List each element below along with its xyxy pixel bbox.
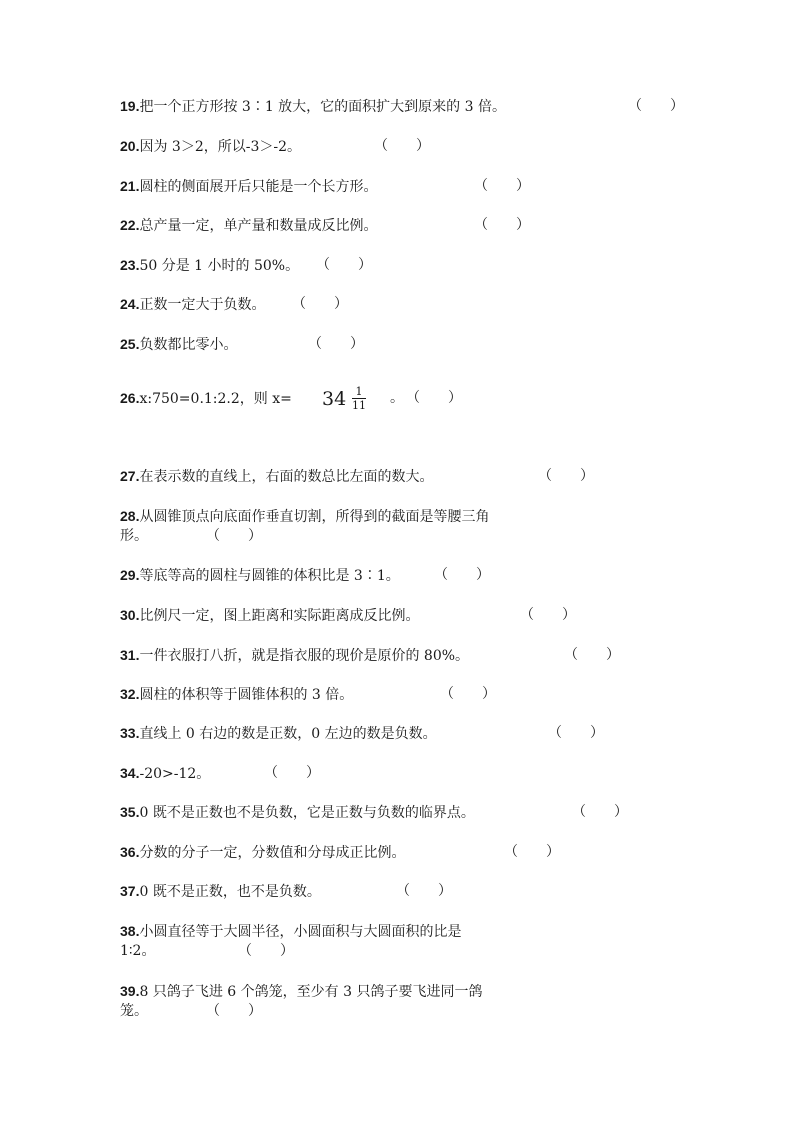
question-text: 总产量一定，单产量和数量成反比例。 (139, 218, 378, 234)
answer-parentheses[interactable]: （ ） (628, 98, 684, 114)
question-32 (120, 684, 510, 705)
question-text: 负数都比零小。 (139, 337, 238, 353)
question-text: -20>-12。 (139, 766, 211, 782)
answer-parentheses[interactable]: （ ） (396, 883, 452, 899)
question-28 (120, 506, 560, 527)
question-number: 35. (120, 804, 140, 820)
question-text: 比例尺一定，图上距离和实际距离成反比例。 (139, 608, 420, 624)
question-number: 39. (120, 983, 140, 999)
question-number: 31. (120, 647, 140, 663)
question-number: 24. (120, 296, 140, 312)
question-text: 分数的分子一定，分数值和分母成正比例。 (139, 845, 406, 861)
question-text: 50 分是 1 小时的 50%。 (139, 258, 300, 274)
question-text: 0 既不是正数也不是负数，它是正数与负数的临界点。 (139, 805, 475, 821)
answer-parentheses[interactable]: （ ） (520, 607, 576, 623)
question-35 (120, 802, 650, 823)
answer-parentheses[interactable]: （ ） (504, 844, 560, 860)
question-31 (120, 645, 630, 666)
question-29 (120, 565, 520, 586)
answer-parentheses[interactable]: （ ） (206, 528, 262, 544)
question-text: 圆柱的体积等于圆锥体积的 3 倍。 (139, 687, 354, 703)
fraction-numerator: 1 (352, 385, 366, 399)
answer-parentheses[interactable]: （ ） (406, 390, 462, 406)
answer-parentheses[interactable]: （ ） (538, 468, 594, 484)
answer-parentheses[interactable]: （ ） (474, 178, 530, 194)
question-number: 23. (120, 257, 140, 273)
question-number: 29. (120, 567, 140, 583)
question-text: 把一个正方形按 3∶1 放大，它的面积扩大到原来的 3 倍。 (139, 99, 506, 115)
question-number: 28. (120, 508, 140, 524)
question-20 (120, 136, 440, 157)
question-number: 38. (120, 923, 140, 939)
question-23 (120, 255, 380, 276)
question-21 (120, 176, 540, 197)
question-number: 37. (120, 883, 140, 899)
question-36 (120, 842, 580, 863)
question-24 (120, 294, 370, 315)
question-22 (120, 215, 540, 236)
answer-parentheses[interactable]: （ ） (440, 686, 496, 702)
answer-parentheses[interactable]: （ ） (308, 336, 364, 352)
question-39-line2 (120, 1001, 320, 1021)
answer-parentheses[interactable]: （ ） (238, 943, 294, 959)
question-number: 25. (120, 336, 140, 352)
fraction-denominator: 11 (352, 399, 366, 412)
question-text: 在表示数的直线上，右面的数总比左面的数大。 (139, 469, 434, 485)
fraction-whole: 34 (322, 388, 347, 410)
question-19 (120, 96, 700, 117)
question-38 (120, 921, 540, 942)
question-text-continued: 形。 (120, 528, 148, 544)
answer-parentheses[interactable]: （ ） (316, 257, 372, 273)
question-text: 圆柱的侧面展开后只能是一个长方形。 (139, 179, 378, 195)
answer-parentheses[interactable]: （ ） (572, 804, 628, 820)
answer-parentheses[interactable]: （ ） (292, 296, 348, 312)
question-text: 0 既不是正数，也不是负数。 (139, 884, 321, 900)
answer-parentheses[interactable]: （ ） (474, 217, 530, 233)
question-number: 19. (120, 98, 140, 114)
question-34 (120, 763, 350, 784)
question-number: 22. (120, 217, 140, 233)
question-27 (120, 466, 600, 487)
question-text: 正数一定大于负数。 (139, 297, 266, 313)
answer-parentheses[interactable]: （ ） (264, 765, 320, 781)
question-33 (120, 723, 620, 744)
question-number: 34. (120, 765, 140, 781)
answer-parentheses[interactable]: （ ） (564, 647, 620, 663)
question-text: 因为 3＞2，所以-3＞-2。 (139, 139, 302, 155)
answer-parentheses[interactable]: （ ） (206, 1003, 262, 1019)
question-text-continued: 1∶2。 (120, 943, 156, 959)
fraction (352, 385, 366, 412)
question-30 (120, 605, 590, 626)
question-number: 26. (120, 390, 140, 406)
answer-parentheses[interactable]: （ ） (548, 725, 604, 741)
question-38-line2 (120, 941, 320, 961)
question-text-end: 。 (390, 390, 404, 406)
answer-parentheses[interactable]: （ ） (434, 567, 490, 583)
question-number: 36. (120, 844, 140, 860)
question-number: 21. (120, 178, 140, 194)
question-text: 直线上 0 右边的数是正数，0 左边的数是负数。 (139, 726, 437, 742)
question-text: 小圆直径等于大圆半径，小圆面积与大圆面积的比是 (139, 924, 462, 940)
answer-parentheses[interactable]: （ ） (374, 138, 430, 154)
question-text: 一件衣服打八折，就是指衣服的现价是原价的 80%。 (139, 648, 470, 664)
question-number: 32. (120, 686, 140, 702)
question-number: 33. (120, 725, 140, 741)
question-number: 27. (120, 468, 140, 484)
question-text: 8 只鸽子飞进 6 个鸽笼，至少有 3 只鸽子要飞进同一鸽 (139, 984, 483, 1000)
question-39 (120, 981, 540, 1002)
question-number: 30. (120, 607, 140, 623)
question-37 (120, 881, 470, 902)
question-text-continued: 笼。 (120, 1003, 148, 1019)
question-26 (120, 388, 480, 409)
question-28-line2 (120, 526, 320, 546)
question-25 (120, 334, 380, 355)
question-number: 20. (120, 138, 140, 154)
question-text: 等底等高的圆柱与圆锥的体积比是 3∶1。 (139, 568, 400, 584)
question-text: x:750=0.1:2.2，则 x= (139, 391, 292, 407)
question-text: 从圆锥顶点向底面作垂直切割，所得到的截面是等腰三角 (139, 509, 490, 525)
